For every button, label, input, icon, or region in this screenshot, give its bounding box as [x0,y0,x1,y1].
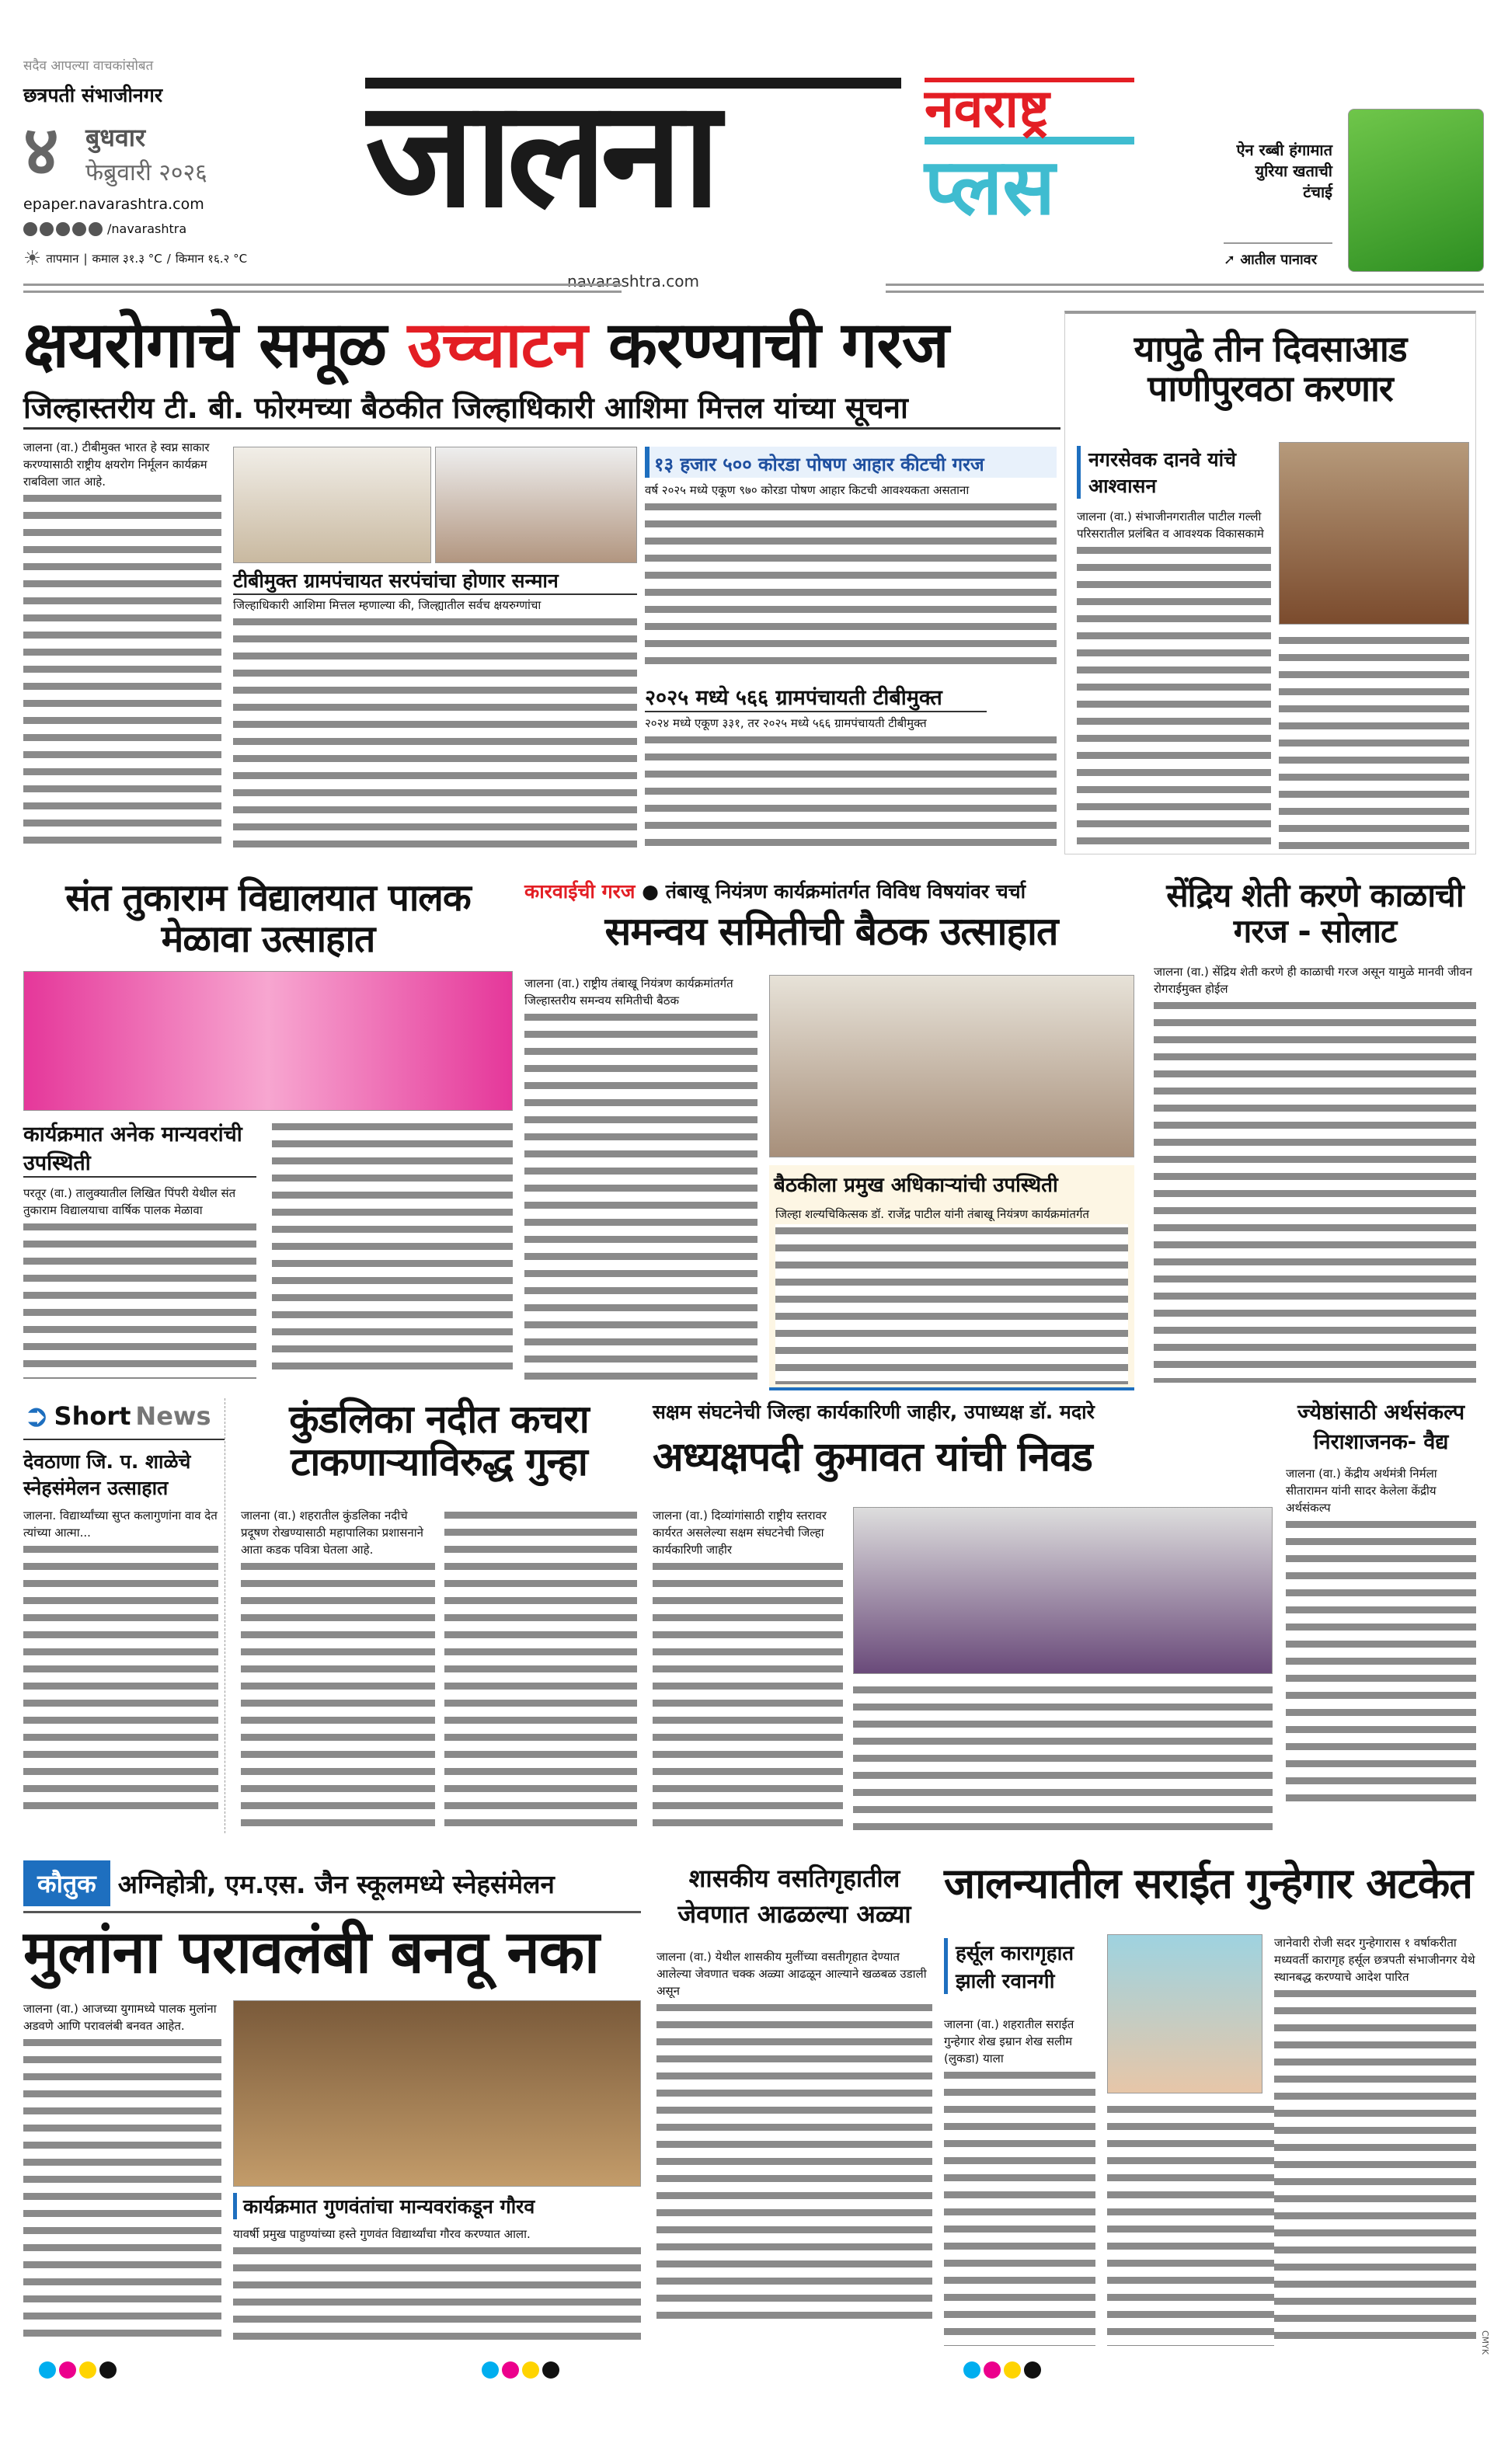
criminal-body-cont [1107,2101,1294,2346]
organic-farming-story [1154,878,1476,1383]
brand-logo [925,78,1134,241]
officials-box-body: जिल्हा शल्यचिकित्सक डॉ. राजेंद्र पाटील यांनी तंबाखू नियंत्रण कार्यक्रमांतर्गत [775,1206,1128,1384]
criminal-subhead: हर्सूल कारागृहात झाली रवानगी [944,1938,1095,1994]
saksham-body: जालना (वा.) दिव्यांगांसाठी राष्ट्रीय स्तरावर कार्यरत असलेल्या सक्षम संघटनेची जिल्हा कार्यकारिणी जाहीर [653,1507,843,1833]
lead-subhead: जिल्हास्तरीय टी. बी. फोरमच्या बैठकीत जिल्हाधिकारी आशिमा मित्तल यांच्या सूचना [23,387,1060,430]
masthead [23,47,1484,303]
instagram-icon[interactable] [40,222,54,236]
saksham-body-cont [853,1682,1273,1833]
short-news [23,1398,225,1833]
lead-headline[interactable]: क्षयरोगाचे समूळ उच्चाटन करण्याची गरज [23,308,949,382]
water-meeting-photo [1279,442,1469,625]
weekday: बुधवार [85,123,146,152]
school-body-cont [272,1119,513,1379]
social-handle: /navarashtra [107,221,187,236]
linkedin-icon[interactable] [89,222,103,236]
cmyk-registration-marks-3 [963,2361,1044,2382]
jain-box-title: कार्यक्रमात गुणवंतांचा मान्यवरांकडून गौरव [233,2193,641,2219]
criminal-headline[interactable]: जालन्यातील सराईत गुन्हेगार अटकेत [944,1859,1472,1908]
lead-story [23,308,1060,854]
criminal-body: जालना (वा.) शहरातील सराईत गुन्हेगार शेख इम्रान शेख सलीम (लुकडा) याला [944,2016,1095,2346]
teaser-ref[interactable] [1224,242,1332,269]
lead-photo-officials [435,447,637,563]
youtube-icon[interactable] [72,222,86,236]
temperature-min: किमान १६.२ °C [175,252,248,266]
officials-box [769,1165,1134,1390]
saksham-group-photo [853,1507,1273,1674]
facebook-icon[interactable] [23,222,37,236]
cmyk-label: CMYK [1480,2330,1490,2355]
school-headline[interactable]: संत तुकाराम विद्यालयात पालक मेळावा उत्साहात [65,876,471,961]
jain-body: जालना (वा.) आजच्या युगामध्ये पालक मुलांना अडवणे आणि परावलंबी बनवत आहेत. [23,2000,221,2346]
saksham-story [653,1398,1274,1833]
date-number: ४ [23,110,59,190]
tobacco-headline[interactable]: समन्वय समितीची बैठक उत्साहात [604,909,1058,954]
criminal-story [944,1860,1476,2350]
hostel-story [656,1860,932,2350]
school-story [23,878,513,1383]
brand-plus: प्लस [925,137,1134,230]
city: छत्रपती संभाजीनगर [23,84,163,106]
jain-box-body: यावर्षी प्रमुख पाहुण्यांच्या हस्ते गुणवंत विद्यार्थ्यांचा गौरव करण्यात आला. [233,2226,641,2346]
sarpanch-honor-title: टीबीमुक्त ग्रामपंचायत सरपंचांचा होणार सन्मान [233,567,637,595]
organic-headline[interactable]: सेंद्रिय शेती करणे काळाची गरज - सोलाट [1166,876,1464,951]
water-subhead: नगरसेवक दानवे यांचे आश्वासन [1077,446,1271,499]
tobacco-body: जालना (वा.) राष्ट्रीय तंबाखू नियंत्रण कार्यक्रमांतर्गत जिल्हास्तरीय समन्वय समितीची बैठक [524,975,757,1387]
river-story [241,1398,637,1833]
tagline: सदैव आपल्या वाचकांसोबत [23,58,154,74]
lead-body: जालना (वा.) टीबीमुक्त भारत हे स्वप्न साकार करण्यासाठी राष्ट्रीय क्षयरोग निर्मूलन कार्यक्रम राबविला जात आहे. [23,439,221,851]
river-headline[interactable]: कुंडलिका नदीत कचरा टाकणाऱ्याविरुद्ध गुन्हा [289,1397,589,1484]
tobacco-story: कारवाईची गरज ● तंबाखू नियंत्रण कार्यक्रमांतर्गत विविध विषयांवर चर्चा समन्वय समितीची बैठक उत्साहात जालना (वा.) राष्ट्रीय तंबाखू नियंत्रण कार्यक्रमांतर्गत जिल्हास्तरीय समन्वय समितीची बैठक बैठकीला प्रमुख अधिकाऱ्यांची उपस्थिती जिल्हा शल्यचिकित्सक डॉ. राजेंद्र पाटील यांनी तंबाखू नियंत्रण कार्यक्रमांतर्गत [524,878,1138,1390]
criminal-side-body: जानेवारी रोजी सदर गुन्हेगारास १ वर्षाकरीता मध्यवर्ती कारागृह हर्सूल छत्रपती संभाजीनगर येथे स्थानबद्ध करण्याचे आदेश पारित [1274,1934,1476,2346]
officials-box-title: बैठकीला प्रमुख अधिकाऱ्यांची उपस्थिती [774,1174,1058,1197]
short-news-arrow-icon: ➲ [23,1398,50,1434]
teaser-headline[interactable]: ऐन रब्बी हंगामात युरिया खताची टंचाई [1236,141,1332,201]
river-body-cont [444,1507,637,1833]
budget-story [1286,1398,1476,1833]
arrow-icon: ➚ [1224,252,1241,268]
short-news-headline[interactable]: देवठाणा जि. प. शाळेचे स्नेहसंमेलन उत्साहात [23,1450,191,1499]
saksham-headline[interactable]: अध्यक्षपदी कुमावत यांची निवड [653,1434,1092,1481]
water-body: जालना (वा.) संभाजीनगरातील पाटील गल्ली परिसरातील प्रलंबित व आवश्यक विकासकामे [1077,508,1271,850]
jain-headline[interactable]: मुलांना परावलंबी बनवू नका [23,1917,599,1986]
tb-free-stat-title: २०२५ मध्ये ५६६ ग्रामपंचायती टीबीमुक्त [645,682,987,712]
epaper-link[interactable]: epaper.navarashtra.com [23,196,204,213]
brand-navarashtra: नवराष्ट्र [925,78,1134,137]
hostel-body: जालना (वा.) येथील शासकीय मुलींच्या वसतीगृहात देण्यात आलेल्या जेवणात चक्क अळ्या आढळून आल्याने खळबळ उडाली असून [656,1948,932,2321]
sarpanch-honor-body: जिल्हाधिकारी आशिमा मित्तल म्हणाल्या की, जिल्ह्यातील सर्वच क्षयरुग्णांचा [233,597,637,849]
news-label: News [135,1401,211,1431]
temperature-max: कमाल ३१.३ °C [92,252,162,266]
school-body: परतूर (वा.) तालुक्यातील लिखित पिंपरी येथील संत तुकाराम विद्यालयाचा वार्षिक पालक मेळावा [23,1185,256,1379]
weather: ☀ तापमान | कमाल ३१.३ °C / किमान १६.२ °C [23,247,248,270]
jain-stage-photo [233,2000,641,2187]
cmyk-registration-marks-2 [482,2361,562,2382]
newspaper-title-logo [365,78,901,241]
saksham-kicker: सक्षम संघटनेची जिल्हा कार्यकारिणी जाहीर, उपाध्यक्ष डॉ. मदारे [653,1401,1095,1423]
budget-headline[interactable]: ज्येष्ठांसाठी अर्थसंकल्प निराशाजनक- वैद्य [1297,1401,1465,1454]
newspaper-title: जालना [365,78,715,240]
kautuk-tag: कौतुक [23,1860,110,1906]
budget-body: जालना (वा.) केंद्रीय अर्थमंत्री निर्मला सीतारामन यांनी सादर केलेला केंद्रीय अर्थसंकल्प [1286,1465,1476,1807]
water-supply-story [1064,311,1476,854]
school-subhead: कार्यक्रमात अनेक मान्यवरांची उपस्थिती [23,1119,256,1178]
police-illustration [1107,1934,1262,2093]
teaser-ref-text: आतील पानावर [1240,252,1318,268]
tb-free-stat-body: २०२४ मध्ये एकूण ३३१, तर २०२५ मध्ये ५६६ ग्रामपंचायती टीबीमुक्त [645,715,1057,849]
tobacco-kicker: तंबाखू नियंत्रण कार्यक्रमांतर्गत विविध विषयांवर चर्चा [665,880,1026,903]
short-news-body: जालना. विद्यार्थ्यांच्या सुप्त कलागुणांना वाव देत त्यांच्या आत्मा... [23,1507,218,1818]
short-label: Short [54,1401,131,1431]
weather-cloud-sun-icon: ☀ [23,247,42,270]
school-event-photo [23,971,513,1111]
x-icon[interactable] [56,222,70,236]
website[interactable]: navarashtra.com [567,272,699,291]
month-year: फेब्रुवारी २०२६ [85,159,207,186]
nutrition-kit-box-title: १३ हजार ५०० कोरडा पोषण आहार कीटची गरज [645,447,1057,478]
temperature-label: तापमान [46,252,79,266]
tobacco-meeting-photo [769,975,1134,1157]
water-headline[interactable]: यापुढे तीन दिवसाआड पाणीपुरवठा करणार [1134,328,1407,409]
lead-photo-meeting [233,447,431,563]
cmyk-registration-marks [39,2361,120,2382]
water-body-cont [1279,632,1469,850]
social-icons [23,221,186,236]
river-body: जालना (वा.) शहरातील कुंडलिका नदीचे प्रदूषण रोखण्यासाठी महापालिका प्रशासनाने आता कडक पवित्रा घेतला आहे. [241,1507,435,1833]
organic-body: जालना (वा.) सेंद्रिय शेती करणे ही काळाची गरज असून यामुळे मानवी जीवन रोगराईमुक्त होईल [1154,963,1476,1383]
hostel-headline[interactable]: शासकीय वसतिगृहातील जेवणात आढळल्या अळ्या [677,1864,911,1930]
jain-kicker: अग्निहोत्री, एम.एस. जैन स्कूलमध्ये स्नेहसंमेलन [117,1869,555,1899]
farmer-photo [1348,109,1484,272]
tobacco-kicker-red: कारवाईची गरज [524,880,636,903]
nutrition-kit-body: वर्ष २०२५ मध्ये एकूण ९७० कोरडा पोषण आहार किटची आवश्यकता असताना [645,482,1057,668]
jain-school-story [23,1860,641,2350]
